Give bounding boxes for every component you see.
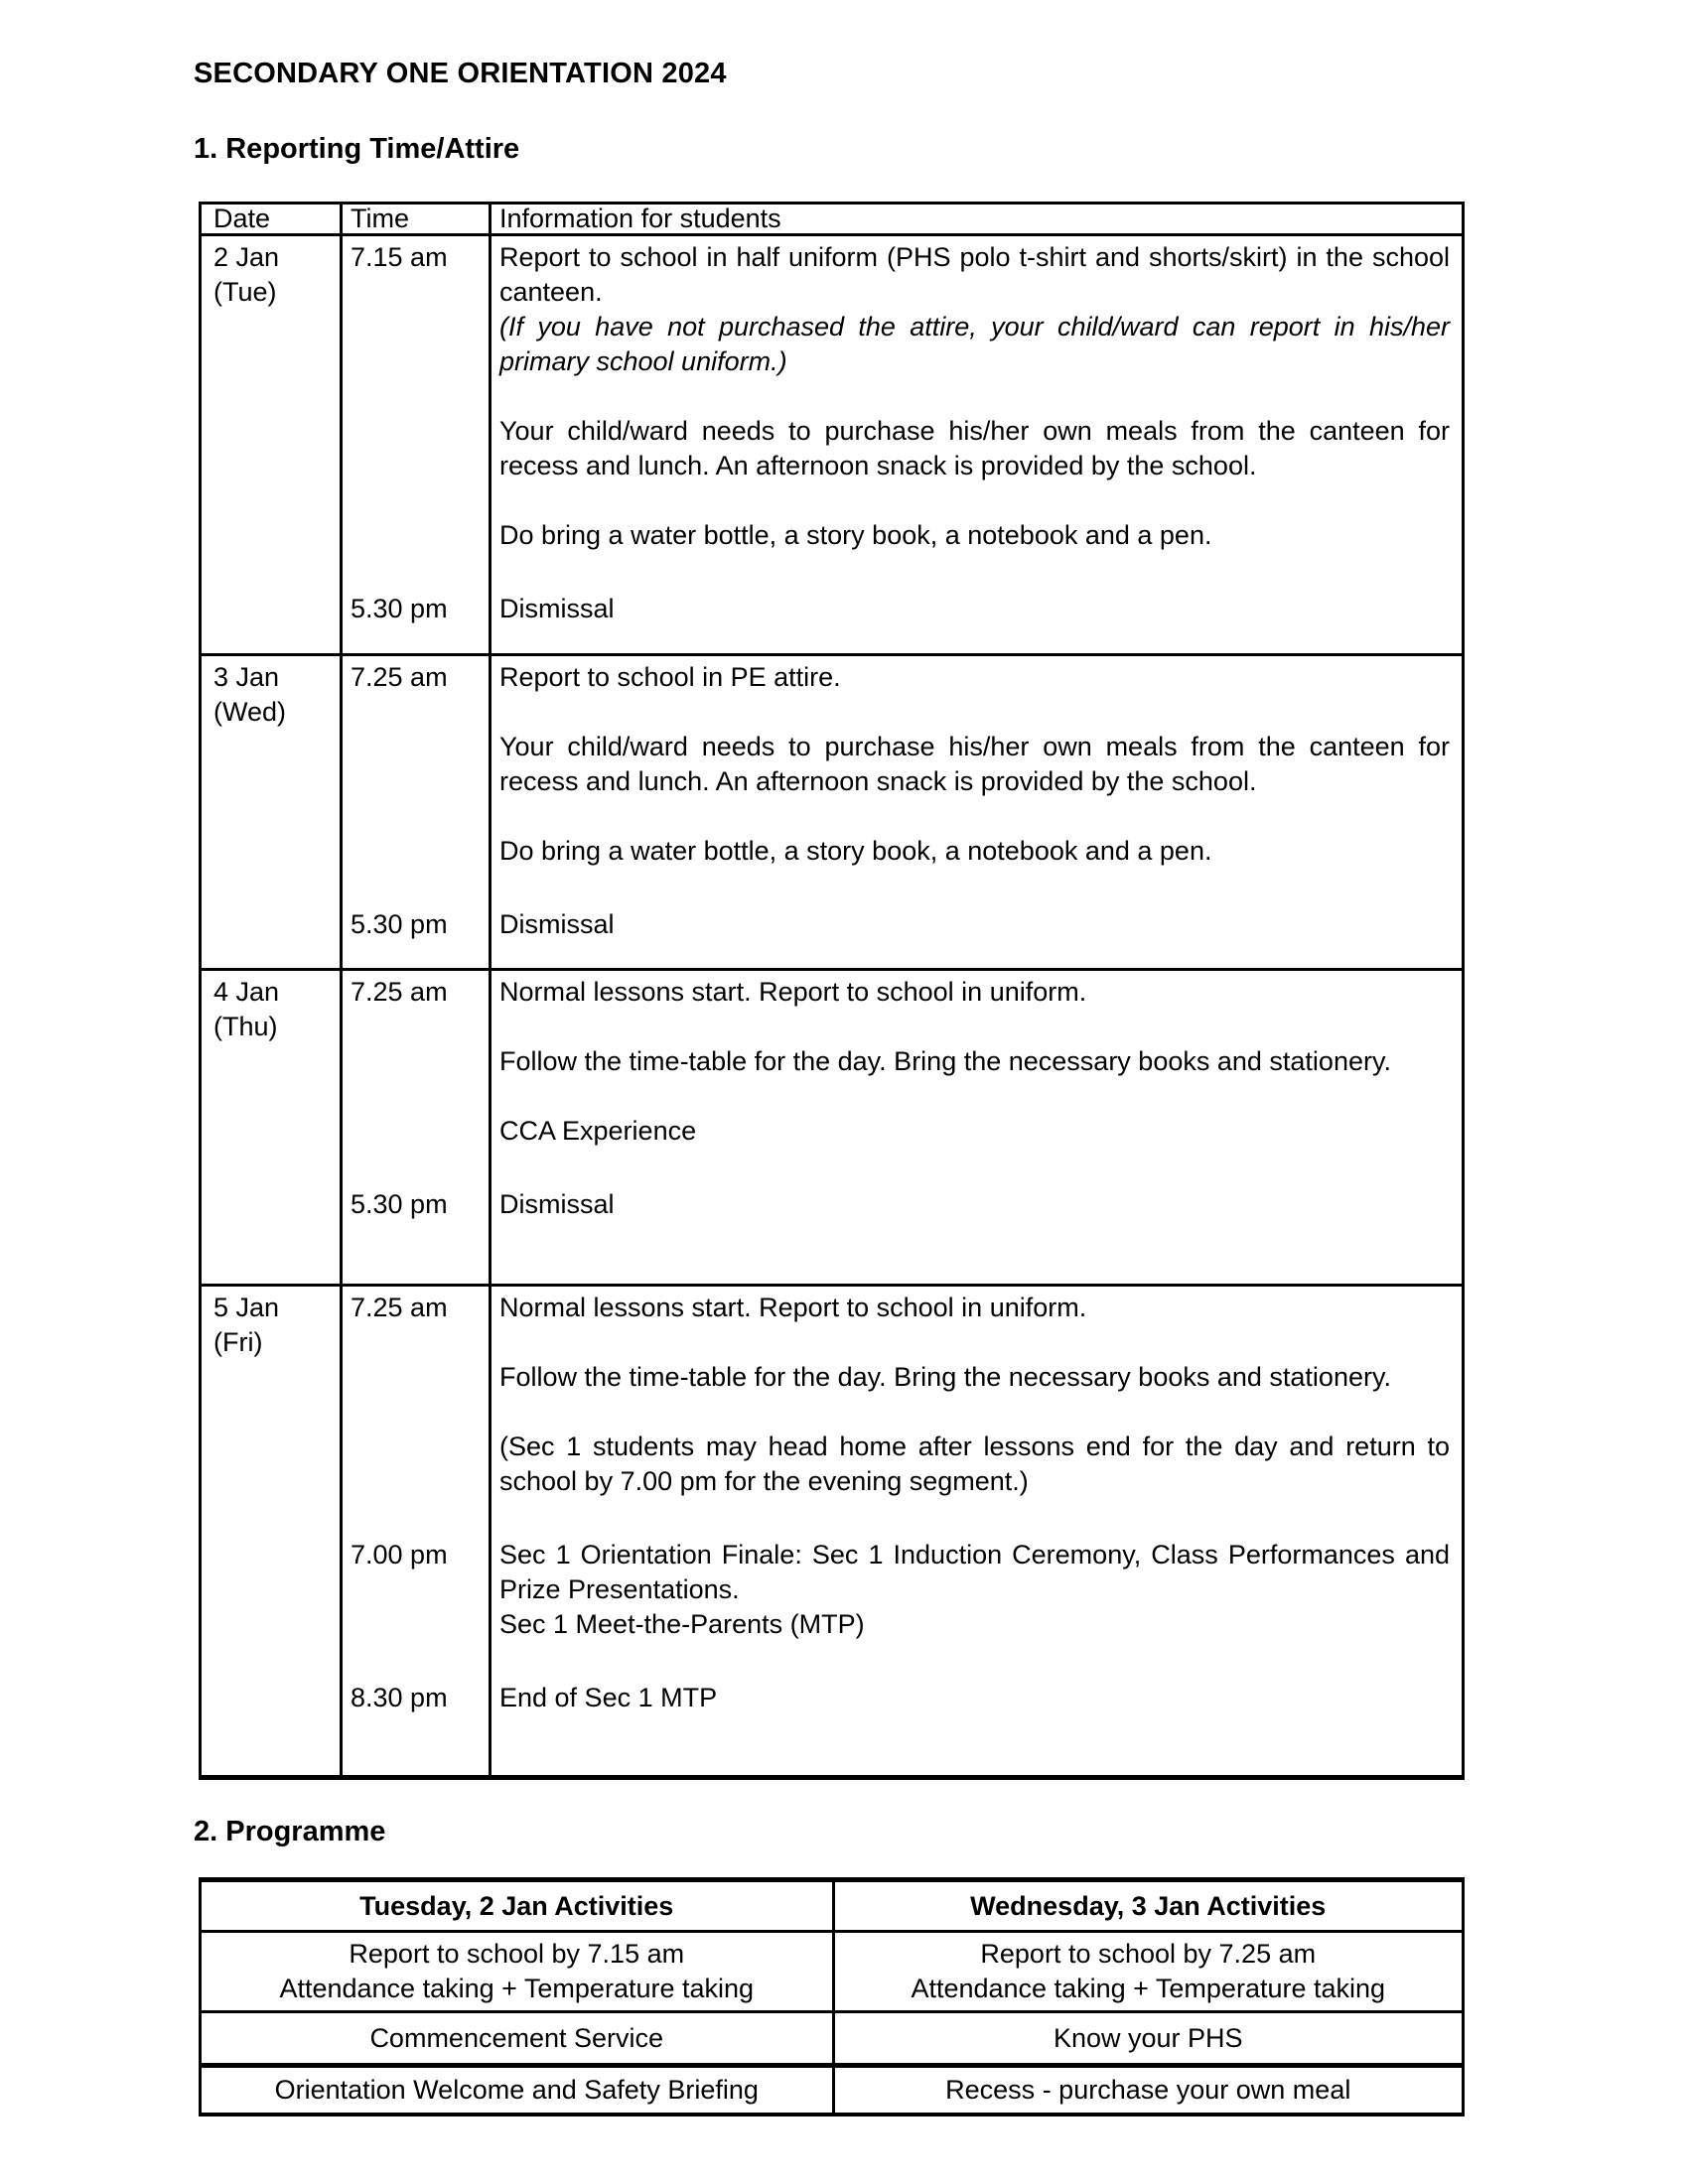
info-paragraph: (Sec 1 students may head home after lessons end for the day and return to school by 7.00 pm for the evening segment.) xyxy=(499,1432,1450,1496)
table-row xyxy=(202,653,1462,968)
date-line: 3 Jan xyxy=(213,662,280,692)
programme-cell-right xyxy=(832,2013,1463,2063)
programme-cell-right xyxy=(832,2068,1463,2113)
date-line: 5 Jan xyxy=(213,1293,280,1322)
date-line: (Fri) xyxy=(213,1327,263,1357)
time-label: 5.30 pm xyxy=(340,903,489,968)
table-row xyxy=(202,233,1462,653)
section-heading-reporting: 1. Reporting Time/Attire xyxy=(194,133,520,165)
schedule-entry xyxy=(340,971,1462,1183)
time-label: 5.30 pm xyxy=(340,588,489,653)
date-cell xyxy=(202,236,340,653)
schedule-entry xyxy=(340,588,1462,653)
info-paragraph: Report to school in half uniform (PHS polo t-shirt and shorts/skirt) in the school canteen. xyxy=(499,242,1450,307)
programme-header-right: Wednesday, 3 Jan Activities xyxy=(832,1882,1463,1930)
info-cell xyxy=(489,971,1462,1183)
schedule-entry xyxy=(340,1534,1462,1677)
info-paragraph: Do bring a water bottle, a story book, a notebook and a pen. xyxy=(499,836,1212,866)
programme-header-left: Tuesday, 2 Jan Activities xyxy=(359,1890,674,1921)
date-line: (Thu) xyxy=(213,1012,278,1041)
table-header-row xyxy=(202,205,1462,233)
info-paragraph: Your child/ward needs to purchase his/her own meals from the canteen for recess and lunch. An afternoon snack is provided by the school. xyxy=(499,732,1450,796)
info-paragraph: Sec 1 Meet-the-Parents (MTP) xyxy=(499,1609,865,1639)
info-cell xyxy=(489,236,1462,588)
info-paragraph: (If you have not purchased the attire, your child/ward can report in his/her primary school uniform.) xyxy=(499,312,1450,376)
schedule-entry xyxy=(340,1677,1462,1775)
info-cell xyxy=(489,588,1462,653)
time-label: 7.15 am xyxy=(340,236,489,588)
time-label: 7.25 am xyxy=(340,1287,489,1534)
info-cell xyxy=(489,656,1462,903)
info-cell xyxy=(489,1183,1462,1284)
programme-line: Attendance taking + Temperature taking xyxy=(279,1974,755,2003)
reporting-table xyxy=(199,202,1465,1780)
info-paragraph: Normal lessons start. Report to school in uniform. xyxy=(499,977,1087,1007)
document-title: SECONDARY ONE ORIENTATION 2024 xyxy=(194,58,727,89)
info-paragraph: CCA Experience xyxy=(499,1116,697,1146)
info-paragraph: Dismissal xyxy=(499,1189,615,1219)
info-paragraph: Dismissal xyxy=(499,594,615,623)
programme-row xyxy=(202,2010,1462,2063)
programme-line: Orientation Welcome and Safety Briefing xyxy=(274,2075,759,2105)
date-line: (Wed) xyxy=(213,697,287,727)
info-paragraph: Normal lessons start. Report to school in uniform. xyxy=(499,1293,1087,1322)
time-label: 7.00 pm xyxy=(340,1534,489,1677)
date-line: (Tue) xyxy=(213,277,277,307)
schedule-entry xyxy=(340,1183,1462,1284)
date-line: 2 Jan xyxy=(213,242,280,272)
date-cell xyxy=(202,656,340,968)
column-header-info: Information for students xyxy=(489,205,1462,233)
programme-cell-left xyxy=(202,1933,832,2010)
schedule-entry xyxy=(340,903,1462,968)
programme-cell-left xyxy=(202,2013,832,2063)
row-entries xyxy=(340,1287,1462,1775)
programme-line: Commencement Service xyxy=(369,2022,664,2053)
schedule-entry xyxy=(340,236,1462,588)
date-cell xyxy=(202,1287,340,1775)
programme-cell-right xyxy=(832,1933,1463,2010)
time-label: 8.30 pm xyxy=(340,1677,489,1775)
programme-line: Report to school by 7.15 am xyxy=(349,1939,685,1969)
info-cell xyxy=(489,1287,1462,1534)
programme-header-row xyxy=(202,1882,1462,1930)
info-paragraph: Report to school in PE attire. xyxy=(499,662,841,692)
programme-table xyxy=(199,1877,1465,2116)
date-cell xyxy=(202,971,340,1284)
programme-row xyxy=(202,2063,1462,2113)
section-heading-programme: 2. Programme xyxy=(194,1816,386,1847)
column-header-date: Date xyxy=(213,204,271,233)
table-row xyxy=(202,1284,1462,1775)
info-cell xyxy=(489,1534,1462,1677)
programme-cell-left xyxy=(202,2068,832,2113)
row-entries xyxy=(340,656,1462,968)
schedule-entry xyxy=(340,1287,1462,1534)
time-label: 7.25 am xyxy=(340,971,489,1183)
date-line: 4 Jan xyxy=(213,977,280,1007)
info-paragraph: Follow the time-table for the day. Bring the necessary books and stationery. xyxy=(499,1046,1391,1076)
programme-row xyxy=(202,1930,1462,2010)
info-paragraph: Dismissal xyxy=(499,909,615,939)
programme-line: Recess - purchase your own meal xyxy=(945,2075,1351,2105)
info-paragraph: Sec 1 Orientation Finale: Sec 1 Induction Ceremony, Class Performances and Prize Presentations. xyxy=(499,1540,1450,1604)
row-entries xyxy=(340,971,1462,1284)
info-paragraph: End of Sec 1 MTP xyxy=(499,1683,718,1712)
programme-line: Report to school by 7.25 am xyxy=(980,1939,1317,1969)
time-label: 7.25 am xyxy=(340,656,489,903)
info-paragraph: Follow the time-table for the day. Bring the necessary books and stationery. xyxy=(499,1362,1391,1392)
column-header-time: Time xyxy=(340,205,489,233)
table-row xyxy=(202,968,1462,1284)
row-entries xyxy=(340,236,1462,653)
info-cell xyxy=(489,1677,1462,1775)
programme-line: Know your PHS xyxy=(1053,2022,1243,2053)
info-paragraph: Do bring a water bottle, a story book, a notebook and a pen. xyxy=(499,520,1212,550)
schedule-entry xyxy=(340,656,1462,903)
info-cell xyxy=(489,903,1462,968)
time-label: 5.30 pm xyxy=(340,1183,489,1284)
info-paragraph: Your child/ward needs to purchase his/her own meals from the canteen for recess and lunch. An afternoon snack is provided by the school. xyxy=(499,416,1450,480)
programme-line: Attendance taking + Temperature taking xyxy=(911,1974,1386,2003)
